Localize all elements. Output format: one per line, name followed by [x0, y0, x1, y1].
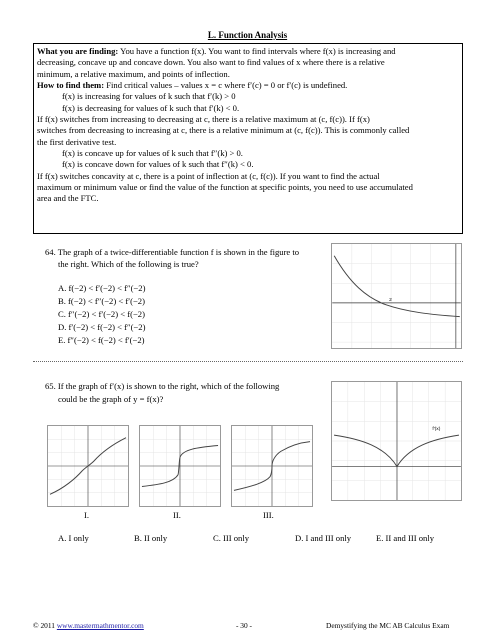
- q65-stem-line2: could be the graph of y = f(x)?: [58, 394, 164, 404]
- summary-box: [33, 43, 463, 234]
- summary-line: What you are finding: You have a function f(x). You want to find intervals where f(x) is increasing and: [37, 46, 396, 56]
- graph-label: 2: [389, 297, 392, 303]
- q64-option-e: E. f″(−2) < f(−2) < f′(−2): [58, 335, 145, 345]
- q64-option-c: C. f″(−2) < f′(−2) < f(−2): [58, 309, 145, 319]
- graph-i: [47, 425, 129, 507]
- summary-line: f(x) is increasing for values of k such that f′(k) > 0: [62, 91, 236, 102]
- q64-option-d: D. f′(−2) < f(−2) < f″(−2): [58, 322, 146, 332]
- q65-answer-e: E. II and III only: [376, 533, 434, 543]
- footer-left: [33, 621, 144, 631]
- section-title: L. Function Analysis: [207, 30, 288, 40]
- summary-line: minimum, a relative maximum, and points of inflection.: [37, 68, 230, 79]
- copyright: © 2011: [33, 621, 55, 630]
- label-i: I.: [84, 510, 90, 520]
- q64-stem-line2: the right. Which of the following is true?: [58, 259, 199, 269]
- q65-fprime-graph: [331, 381, 462, 501]
- q65-stem: 65. If the graph of f′(x) is shown to the right, which of the following: [45, 381, 280, 391]
- summary-line: If f(x) switches concavity at c, there is a point of inflection at (c, f(c)). If you want to find the actual: [37, 170, 380, 181]
- q65-answer-c: C. III only: [213, 533, 250, 543]
- graph-label: f′(x): [432, 427, 441, 433]
- curve-fprime: [334, 435, 459, 466]
- q65-answer-a: A. I only: [58, 533, 89, 543]
- label-ii: II.: [173, 510, 181, 520]
- page-number: - 30 -: [236, 621, 253, 630]
- graph-iii: [231, 425, 313, 507]
- summary-line: f(x) is concave down for values of k such that f″(k) < 0.: [62, 159, 254, 170]
- book-title: Demystifying the MC AB Calculus Exam: [326, 621, 450, 630]
- label-iii: III.: [263, 510, 274, 520]
- footer-link[interactable]: www.mastermathmentor.com: [56, 621, 144, 630]
- summary-line: area and the FTC.: [37, 193, 99, 204]
- separator: [33, 361, 463, 362]
- summary-line: f(x) is decreasing for values of k such that f′(k) < 0.: [62, 102, 240, 113]
- curve-f: [334, 256, 460, 317]
- q64-option-a: A. f(−2) < f′(−2) < f″(−2): [58, 283, 146, 293]
- summary-line: f(x) is concave up for values of k such that f″(k) > 0.: [62, 148, 243, 159]
- q64-stem: 64. The graph of a twice-differentiable function f is shown in the figure to: [45, 247, 300, 257]
- q65-answer-b: B. II only: [134, 533, 168, 543]
- q64-option-b: B. f(−2) < f″(−2) < f′(−2): [58, 296, 145, 306]
- summary-line: If f(x) switches from increasing to decreasing at c, there is a relative maximum at (c, f(c)). If f(x): [37, 114, 370, 125]
- summary-line: switches from decreasing to increasing at c, there is a relative minimum at (c, f(c)). This is commonly called: [37, 125, 410, 136]
- graph-ii: [139, 425, 221, 507]
- q65-answer-d: D. I and III only: [295, 533, 352, 543]
- summary-line: the first derivative test.: [37, 136, 117, 147]
- summary-line: maximum or minimum value or find the value of the function at specific points, you need to use accumulated: [37, 182, 413, 193]
- summary-line: How to find them: Find critical values – values x = c where f′(c) = 0 or f′(c) is undefined.: [37, 80, 348, 91]
- q64-graph: [331, 243, 462, 349]
- summary-line: decreasing, concave up and concave down. You also want to find values of x where there is a relative: [37, 57, 385, 68]
